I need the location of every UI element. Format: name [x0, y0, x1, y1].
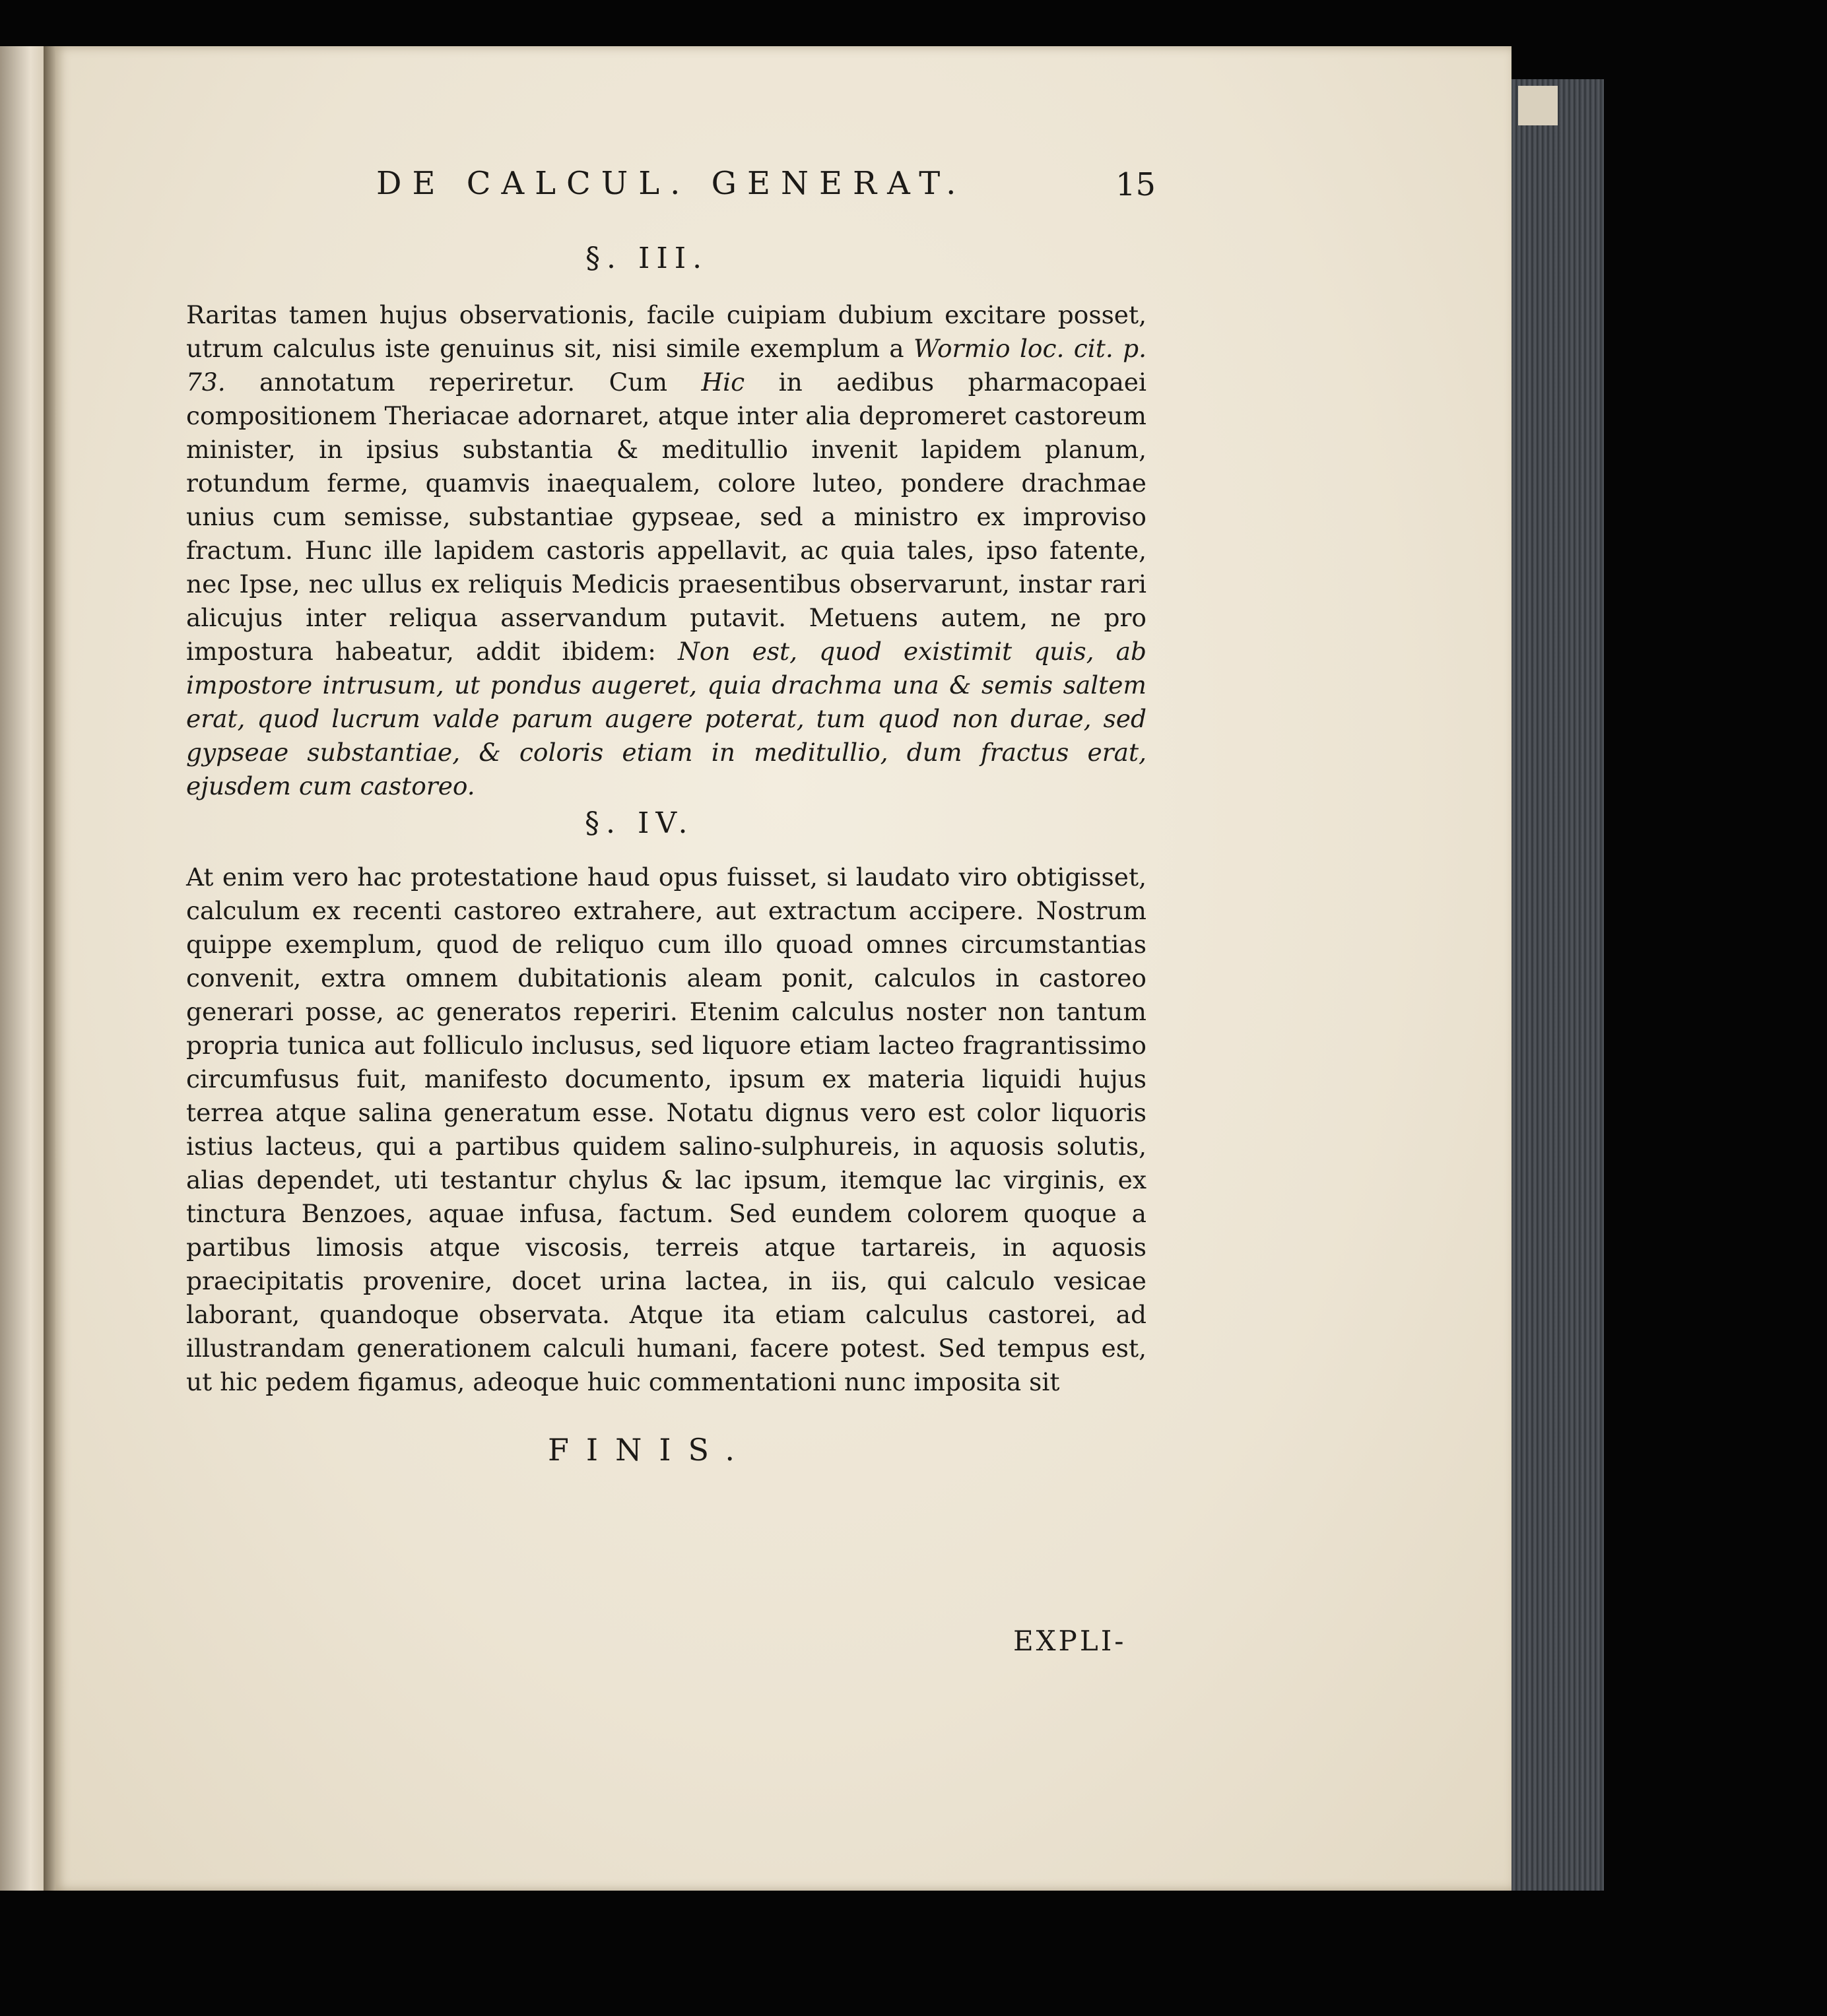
section-3-text-3: in aedibus pharmacopaei compositionem Theriacae adornaret, atque inter alia depromeret castoreum minister, in ipsius substantia & meditullio invenit lapidem planum, rotundum ferme, quamvis inaequalem, colore luteo, pondere drachmae unius cum semisse, substantiae gypseae, sed a ministro ex improviso fractum. Hunc ille lapidem castoris appellavit, ac quia tales, ipso fatente, nec Ipse, nec ullus ex reliquis Medicis praesentibus observarunt, instar rari alicujus inter reliqua asservandum putavit. Metuens autem, ne pro impostura habeatur, addit ibidem: [186, 368, 1146, 666]
section-3-quotation: Non est, quod existimit quis, ab impostore intrusum, ut pondus augeret, quia drachma una & semis saltem erat, quod lucrum valde parum augere poterat, tum quod non durae, sed gypseae substantiae, & coloris etiam in meditullio, dum fractus erat, ejusdem cum castoreo. [186, 637, 1147, 800]
running-head: DE CALCUL. GENERAT. [376, 165, 967, 202]
facing-page-edge [0, 46, 44, 1891]
section-3-text-1: Raritas tamen hujus observationis, facile cuipiam dubium excitare posset, utrum calculus iste genuinus sit, nisi simile exemplum a [186, 300, 1146, 363]
catchword: EXPLI- [1013, 1625, 1127, 1657]
book-gutter [44, 46, 55, 1891]
page-number: 15 [1115, 166, 1156, 203]
section-3-citation: Wormio loc. cit. p. 73. [186, 334, 1146, 397]
finis-line: FINIS. [548, 1432, 752, 1468]
section-4-paragraph: At enim vero hac protestatione haud opus fuisset, si laudato viro obtigisset, calculum ex recenti castoreo extrahere, aut extractum accipere. Nostrum quippe exemplum, quod de reliquo cum illo quoad omnes circumstantias convenit, extra omnem dubitationis aleam ponit, calculos in castoreo generari posse, ac generatos reperiri. Etenim calculus noster non tantum propria tunica aut folliculo inclusus, sed liquore etiam lacteo fragrantissimo circumfusus fuit, manifesto documento, ipsum ex materia liquidi hujus terrea atque salina generatum esse. Notatu dignus vero est color liquoris istius lacteus, qui a partibus quidem salino-sulphureis, in aquosis solutis, alias dependet, uti testantur chylus & lac ipsum, itemque lac virginis, ex tinctura Benzoes, aquae infusa, factum. Sed eundem colorem quoque a partibus limosis atque viscosis, terreis atque tartareis, in aquosis praecipitatis provenire, docet urina lactea, in iis, qui calculo vesicae laborant, quandoque observata. Atque ita etiam calculus castorei, ad illustrandam generationem calculi humani, facere potest. Sed tempus est, ut hic pedem figamus, adeoque huic commentationi nunc imposita sit [186, 862, 1146, 1396]
section-heading-3: §. III. [585, 242, 709, 275]
section-3-text-2: annotatum reperiretur. Cum [225, 368, 702, 397]
book-fore-edge [1511, 79, 1604, 1891]
section-3-paragraph [186, 298, 1146, 803]
book-corner-highlight [1518, 86, 1558, 125]
section-3-hic: Hic [701, 368, 745, 397]
section-heading-4: §. IV. [585, 806, 694, 840]
